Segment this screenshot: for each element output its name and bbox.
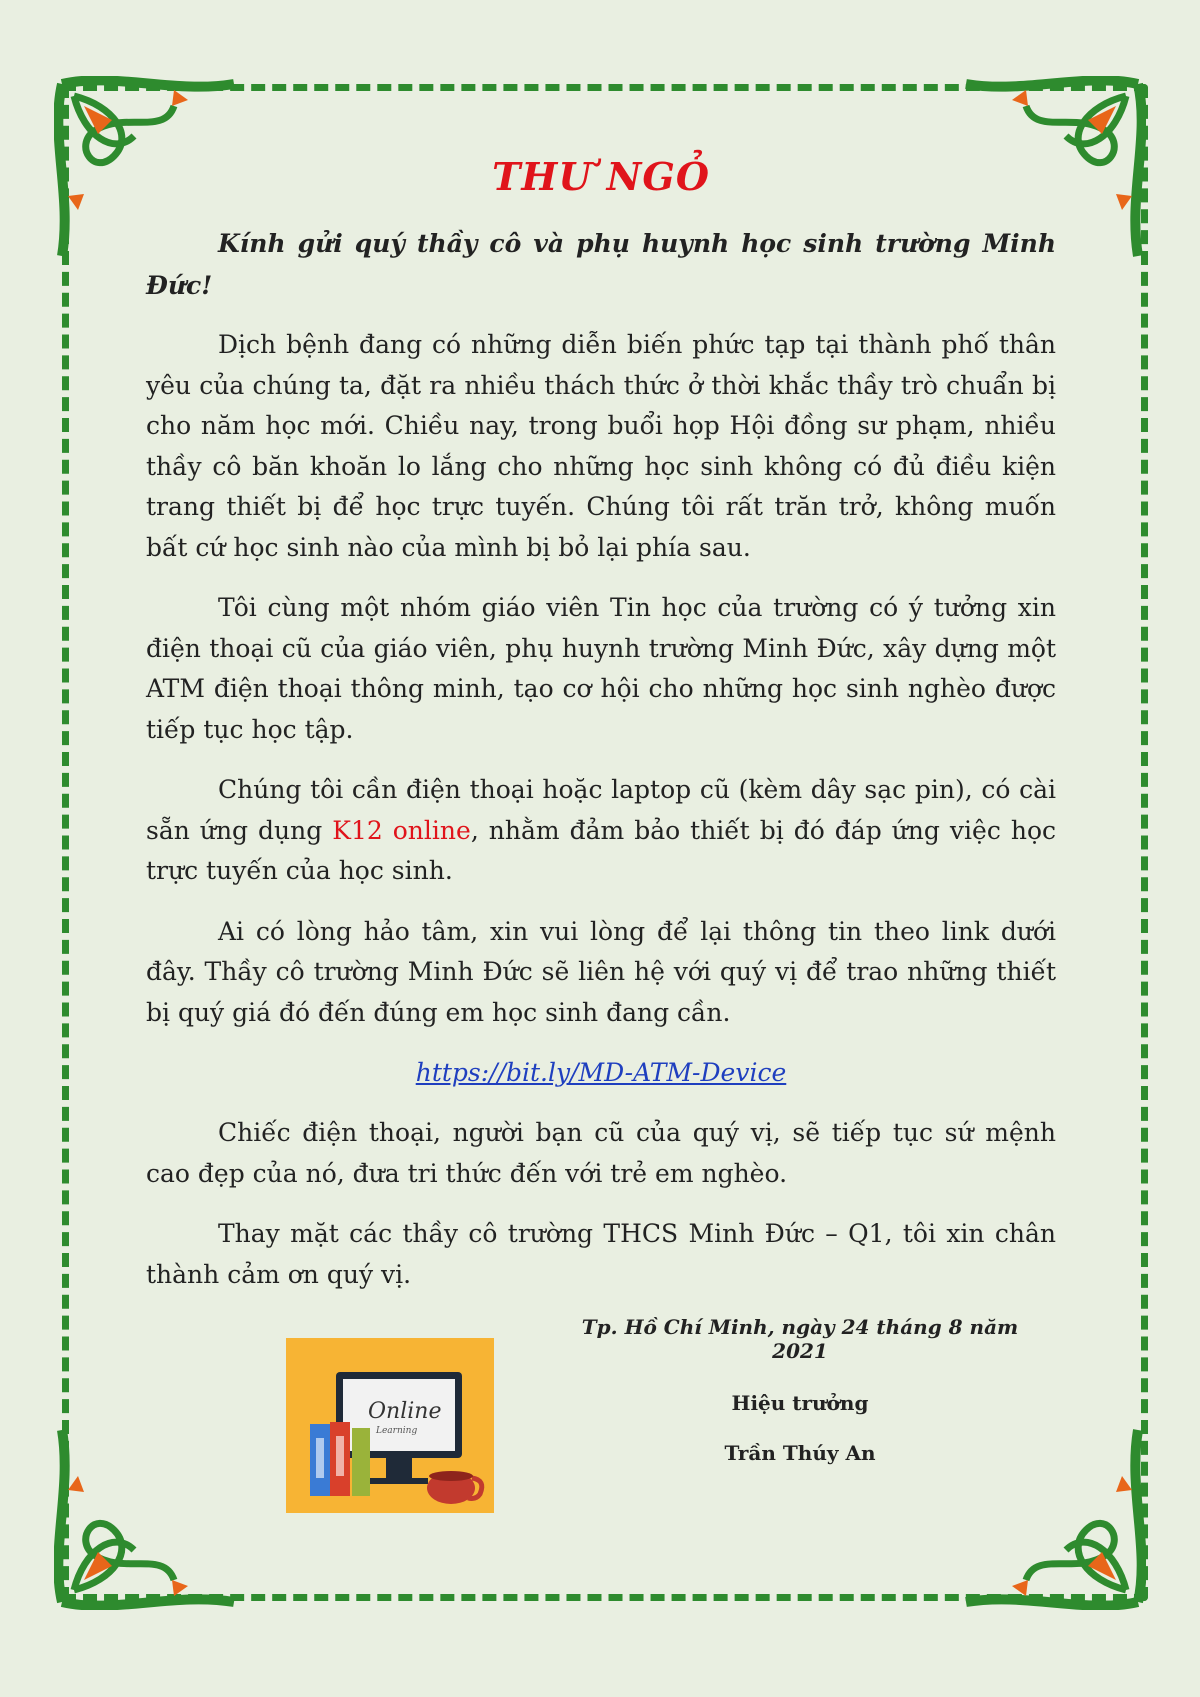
online-learning-illustration — [286, 1338, 494, 1513]
paragraph-6: Thay mặt các thầy cô trường THCS Minh Đức – Q1, tôi xin chân thành cảm ơn quý vị. — [146, 1219, 1056, 1289]
paragraph-2: Tôi cùng một nhóm giáo viên Tin học của trường có ý tưởng xin điện thoại cũ của giáo viên, phụ huynh trường Minh Đức, xây dựng một ATM điện thoại thông minh, tạo cơ hội cho những học sinh nghèo được tiếp tục học tập. — [146, 593, 1056, 744]
signature-block — [560, 1315, 1040, 1465]
paragraph-3-text-b: , nhằm đảm bảo thiết bị đó đáp ứng việc học trực tuyến của học sinh. — [146, 815, 1056, 885]
paragraph-1: Dịch bệnh đang có những diễn biến phức tạp tại thành phố thân yêu của chúng ta, đặt ra nhiều thách thức ở thời khắc thầy trò chuẩn bị cho năm học mới. Chiều nay, trong buổi họp Hội đồng sư phạm, nhiều thầy cô băn khoăn lo lắng cho những học sinh không có đủ điều kiện trang thiết bị để học trực tuyến. Chúng tôi rất trăn trở, không muốn bất cứ học sinh nào của mình bị bỏ lại phía sau. — [146, 330, 1056, 562]
signature-date-line: Tp. Hồ Chí Minh, ngày 24 tháng 8 năm 2021 — [581, 1315, 1019, 1363]
paragraph-5: Chiếc điện thoại, người bạn cũ của quý vị, sẽ tiếp tục sứ mệnh cao đẹp của nó, đưa tri thức đến với trẻ em nghèo. — [146, 1118, 1056, 1188]
signature-role: Hiệu trưởng — [731, 1391, 869, 1415]
paragraph-3 — [146, 770, 1056, 892]
illustration-text-online: Online — [368, 1399, 442, 1424]
illustration-text-learning: Learning — [376, 1426, 418, 1436]
corner-ornament-bottom-left — [54, 1420, 244, 1610]
letter-body — [146, 140, 1056, 1315]
letter-greeting: Kính gửi quý thầy cô và phụ huynh học sinh trường Minh Đức! — [146, 229, 1056, 300]
paragraph-3-text-a: Chúng tôi cần điện thoại hoặc laptop cũ (kèm dây sạc pin), có cài sẵn ứng dụng — [146, 775, 1056, 845]
registration-link[interactable]: https://bit.ly/MD-ATM-Device — [415, 1058, 787, 1087]
signature-name: Trần Thúy An — [724, 1441, 876, 1465]
paragraph-4: Ai có lòng hảo tâm, xin vui lòng để lại thông tin theo link dưới đây. Thầy cô trường Minh Đức sẽ liên hệ với quý vị để trao những thiết bị quý giá đó đến đúng em học sinh đang cần. — [146, 916, 1056, 1027]
app-name-highlight: K12 online — [332, 815, 471, 845]
letter-title: THƯ NGỎ — [492, 154, 710, 199]
